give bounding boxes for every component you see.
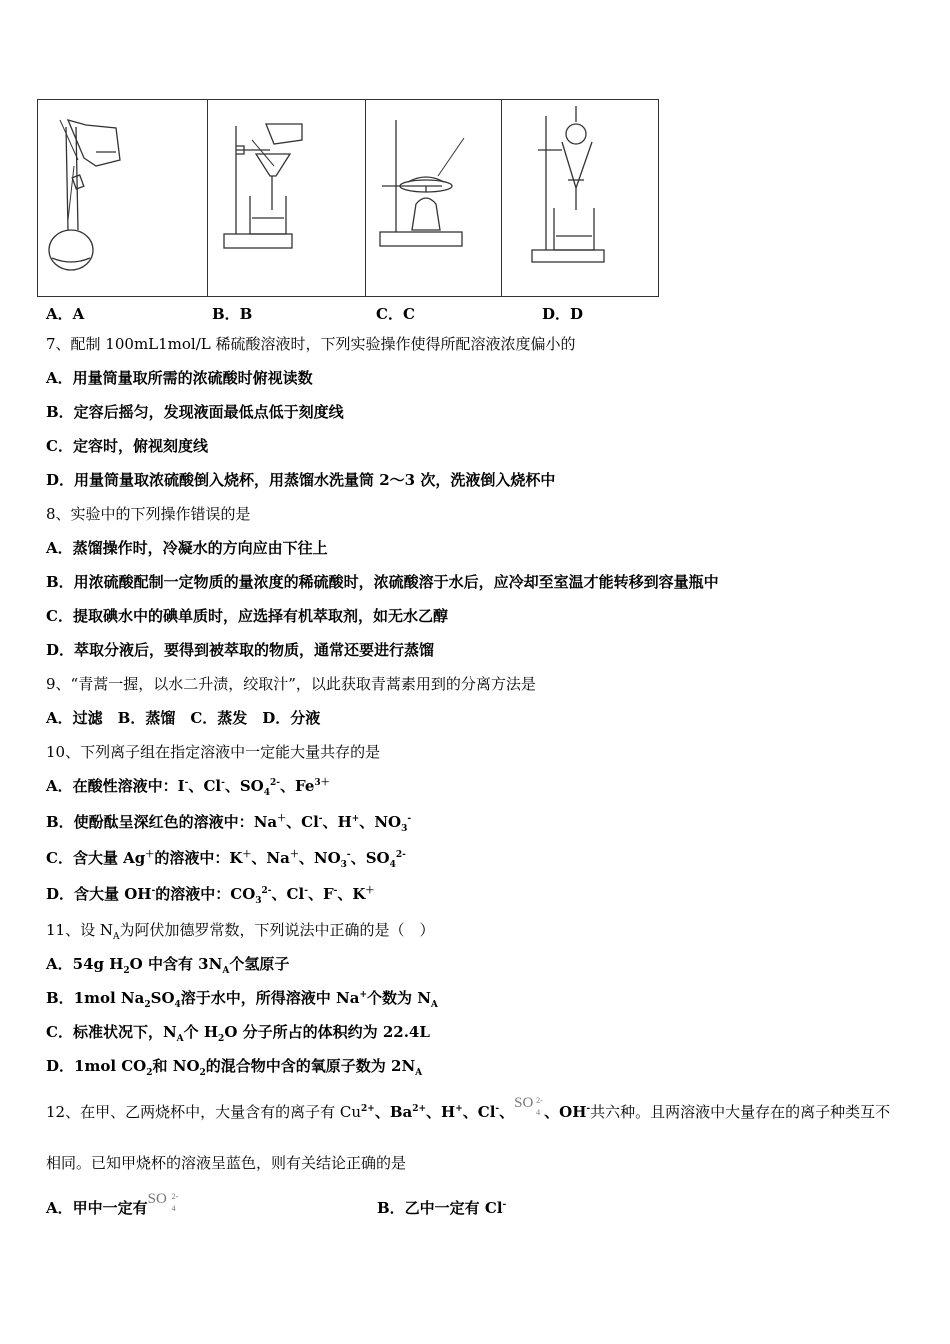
filtration-funnel-icon <box>208 100 364 296</box>
q7-option-a[interactable]: A．用量筒量取所需的浓硫酸时俯视读数 <box>46 369 313 387</box>
figure-cell-a <box>38 100 208 296</box>
q11-option-d[interactable]: D．1mol $CO_2$和 $NO_2$的混合物中含的氧原子数为 $2N_A$ <box>46 1057 423 1078</box>
q12-option-a[interactable]: A．甲中一定有SO 2- 4 <box>46 1198 182 1219</box>
q7-option-c[interactable]: C．定容时，俯视刻度线 <box>46 437 208 455</box>
q12-stem-line1: 12、在甲、乙两烧杯中，大量含有的离子有 $Cu^{2+}$、$Ba^{2+}$、H+、Cl-、SO 2- 4 、OH-共六种。且两溶液中大量存在的离子种类互不 <box>46 1095 891 1121</box>
q11-stem: 11、设 $N_A$为阿伏加德罗常数，下列说法中正确的是（ ） <box>46 921 435 942</box>
figure-option-a[interactable]: A．A <box>46 305 85 323</box>
q11-option-c[interactable]: C．标准状况下，$N_A$个 $H_2O$ 分子所占的体积约为 22.4L <box>46 1023 430 1044</box>
volumetric-flask-pouring-icon <box>38 100 206 296</box>
apparatus-figure-table <box>37 99 659 297</box>
q7-option-b[interactable]: B．定容后摇匀，发现液面最低点低于刻度线 <box>46 403 344 421</box>
q10-option-c[interactable]: C．含大量 Ag＋的溶液中：K＋、Na＋、$NO_3^-$、$SO_4^{2-}$ <box>46 849 406 870</box>
evaporation-dish-icon <box>366 100 500 296</box>
q9-stem: 9、“青蒿一握，以水二升渍，绞取汁”，以此获取青蒿素用到的分离方法是 <box>46 675 536 693</box>
figure-option-labels <box>46 303 666 323</box>
q7-stem: 7、配制 100mL1mol/L 稀硫酸溶液时，下列实验操作使得所配溶液浓度偏小的 <box>46 335 576 353</box>
q10-option-d[interactable]: D．含大量 OH-的溶液中：$CO_3^{2-}$、Cl-、F-、K＋ <box>46 885 375 906</box>
q12-stem-line2: 相同。已知甲烧杯的溶液呈蓝色，则有关结论正确的是 <box>46 1154 407 1172</box>
q10-option-a[interactable]: A．在酸性溶液中：I-、Cl-、$SO_4^{2-}$、$Fe^{3+}$ <box>46 777 330 798</box>
figure-option-d[interactable]: D．D <box>542 305 584 323</box>
q11-option-a[interactable]: A．54g $H_2O$ 中含有 $3N_A$个氢原子 <box>46 955 290 976</box>
figure-cell-b <box>208 100 366 296</box>
q8-option-d[interactable]: D．萃取分液后，要得到被萃取的物质，通常还要进行蒸馏 <box>46 641 435 659</box>
figure-cell-c <box>366 100 502 296</box>
q8-option-a[interactable]: A．蒸馏操作时，冷凝水的方向应由下往上 <box>46 539 328 557</box>
q8-option-c[interactable]: C．提取碘水中的碘单质时，应选择有机萃取剂，如无水乙醇 <box>46 607 448 625</box>
q10-a-prefix: A．在酸性溶液中： <box>46 777 178 795</box>
sulfate-formula-image: SO 2- 4 <box>514 1095 543 1117</box>
separatory-funnel-icon <box>502 100 656 296</box>
q9-options[interactable]: A．过滤 B．蒸馏 C．蒸发 D．分液 <box>46 709 321 727</box>
q7-option-d[interactable]: D．用量筒量取浓硫酸倒入烧杯，用蒸馏水洗量筒 2～3 次，洗液倒入烧杯中 <box>46 471 556 489</box>
q12-option-b[interactable]: B．乙中一定有 Cl- <box>377 1199 507 1217</box>
figure-cell-d <box>502 100 658 296</box>
sulfate-formula-image: SO 2- 4 <box>147 1191 179 1213</box>
q10-option-b[interactable]: B．使酚酞呈深红色的溶液中：Na＋、Cl-、H+、$NO_3^-$ <box>46 813 412 834</box>
q11-option-b[interactable]: B．1mol $Na_2SO_4$溶于水中，所得溶液中 Na+个数为 $N_A$ <box>46 989 438 1010</box>
figure-option-b[interactable]: B．B <box>212 305 253 323</box>
q8-option-b[interactable]: B．用浓硫酸配制一定物质的量浓度的稀硫酸时，浓硫酸溶于水后，应冷却至室温才能转移到容量瓶中 <box>46 573 719 591</box>
q10-stem: 10、下列离子组在指定溶液中一定能大量共存的是 <box>46 743 381 761</box>
q8-stem: 8、实验中的下列操作错误的是 <box>46 505 251 523</box>
figure-option-c[interactable]: C．C <box>376 305 415 323</box>
